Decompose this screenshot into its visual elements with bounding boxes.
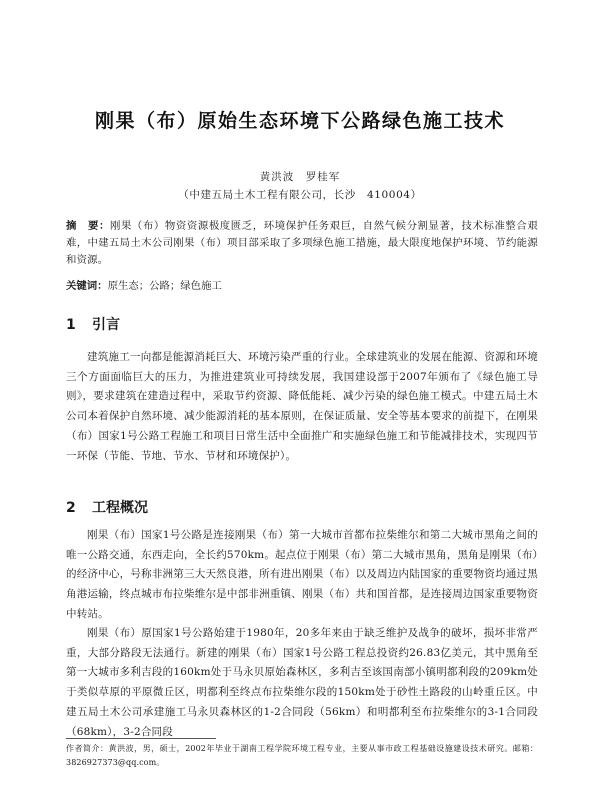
section-number: 1 (66, 317, 76, 333)
section-paragraph: 建筑施工一向都是能源消耗巨大、环境污染严重的行业。全球建筑业的发展在能源、资源和环境三个方面面临巨大的压力，为推进建筑业可持续发展，我国建设部于2007年颁布了《绿色施工导则》，要求建筑在建造过程中，采取节约资源、降低能耗、减少污染的绿色施工模式。中建五局土木公司本着保护自然环境、减少能源消耗的基本原则，在保证质量、安全等基本要求的前提下，在刚果（布）国家1号公路工程施工和项目日常生活中全面推广和实施绿色施工和节能减排技术，实现四节一环保（节能、节地、节水、节材和环境保护）。 (66, 351, 538, 462)
abstract-text: 刚果（布）物资资源极度匮乏，环境保护任务艰巨，自然气候分割显著，技术标准整合艰难，中建五局土木公司刚果（布）项目部采取了多项绿色施工措施，最大限度地保护环境、节约能源和资源。 (66, 220, 538, 266)
section-title: 引言 (92, 317, 120, 333)
abstract-label: 摘 要： (66, 220, 110, 232)
keywords-label: 关键词： (66, 280, 108, 292)
section-number: 2 (66, 500, 76, 516)
author-footnote: 作者简介：黄洪波，男，硕士，2002年毕业于湖南工程学院环境工程专业，主要从事市政工程基础设施建设技术研究。邮箱：3826927373@qq.com。 (66, 744, 538, 767)
footnote-divider (66, 738, 216, 739)
keywords (66, 278, 538, 295)
authors: 黄洪波 罗桂军 (259, 171, 341, 183)
keywords-text: 原生态；公路；绿色施工 (107, 280, 222, 292)
affiliation: （中建五局土木工程有限公司，长沙 410004） (178, 189, 422, 201)
section-paragraph: 刚果（布）原国家1号公路始建于1980年，20多年来由于缺乏维护及战争的破坏，损坏非常严重，大部分路段无法通行。新建的刚果（布）国家1号公路工程总投资约26.83亿美元，其中黑角至第一大城市多利吉段的160km处于马永贝原始森林区，多利吉至该国南部小镇明都利段的209km处于类似草原的平原微丘区，明都利至终点布拉柴维尔段的150km处于砂性土路段的山岭重丘区。中建五局土木公司承建施工马永贝森林区的1-2合同段（56km）和明都利至布拉柴维尔的3-1合同段（68km），3-2合同段 (66, 627, 538, 738)
section-paragraph: 刚果（布）国家1号公路是连接刚果（布）第一大城市首都布拉柴维尔和第二大城市黑角之间的唯一公路交通，东西走向，全长约570km。起点位于刚果（布）第二大城市黑角，黑角是刚果（布）的经济中心，号称非洲第三大天然良港，所有进出刚果（布）以及周边内陆国家的重要物资均通过黑角港运输，终点城市布拉柴维尔是中部非洲重镇、刚果（布）共和国首都，是连接周边国家重要物资中转站。 (66, 529, 538, 620)
abstract (66, 218, 538, 269)
section-heading-introduction (66, 314, 120, 334)
section-title: 工程概况 (92, 500, 148, 516)
section-heading-overview (66, 497, 148, 517)
paper-title: 刚果（布）原始生态环境下公路绿色施工技术 (94, 110, 505, 132)
